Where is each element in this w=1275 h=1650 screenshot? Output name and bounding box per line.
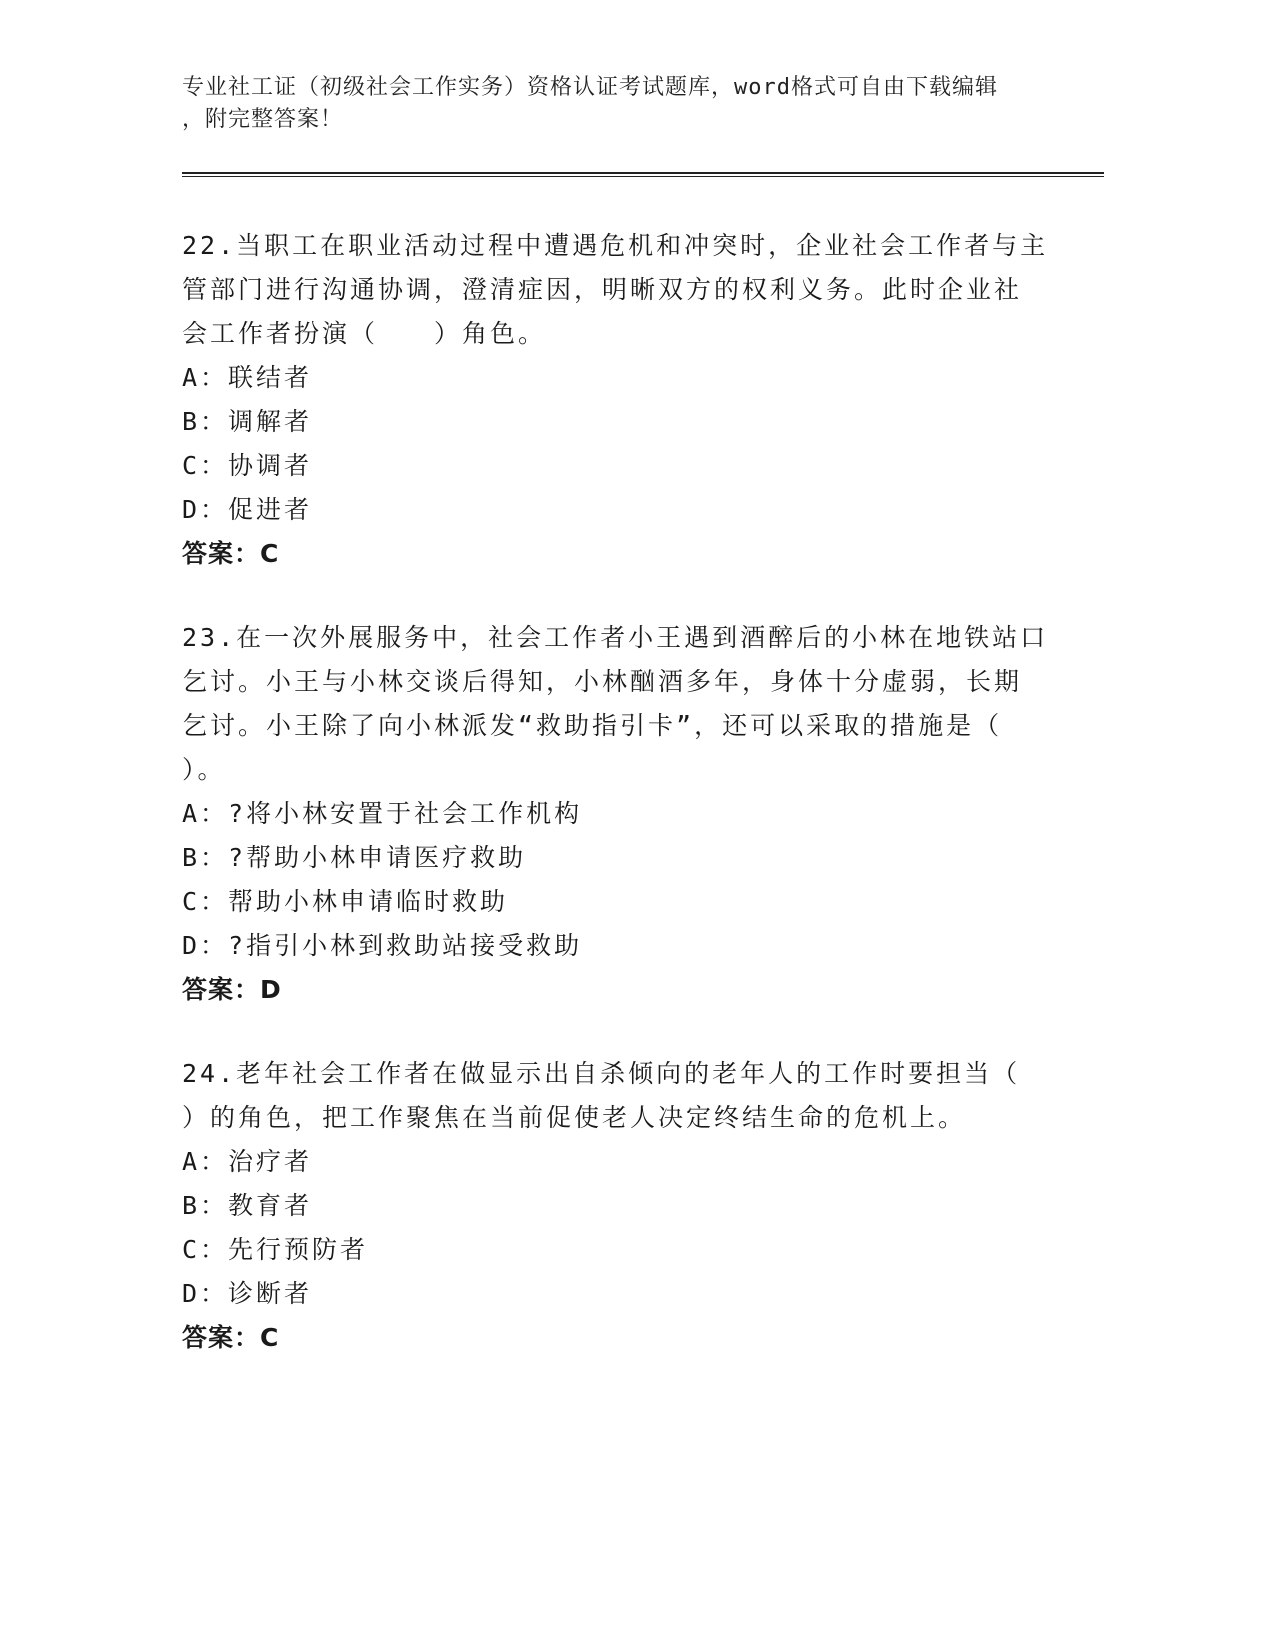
option-a: A：联结者 — [182, 363, 313, 392]
header-divider — [182, 172, 1104, 177]
option-c: C：帮助小林申请临时救助 — [182, 887, 509, 916]
stem-line: 乞讨。小王与小林交谈后得知，小林酗酒多年，身体十分虚弱，长期 — [182, 667, 1023, 696]
stem-line: 22.当职工在职业活动过程中遭遇危机和冲突时，企业社会工作者与主 — [182, 231, 1049, 260]
option-d: D：诊断者 — [182, 1279, 313, 1308]
stem-line: 管部门进行沟通协调，澄清症因，明晰双方的权利义务。此时企业社 — [182, 275, 1023, 304]
stem-line: ）的角色，把工作聚焦在当前促使老人决定终结生命的危机上。 — [182, 1103, 967, 1132]
option-d: D：?指引小林到救助站接受救助 — [182, 931, 583, 960]
option-a: A：?将小林安置于社会工作机构 — [182, 799, 583, 828]
header-line-1: 专业社工证（初级社会工作实务）资格认证考试题库，word格式可自由下载编辑 — [182, 75, 998, 100]
question-stem — [182, 616, 1049, 792]
stem-line: 会工作者扮演（ ）角色。 — [182, 319, 547, 348]
question-23 — [182, 616, 1049, 1012]
answer-line: 答案：D — [182, 975, 282, 1004]
option-c: C：协调者 — [182, 451, 313, 480]
stem-line: 23.在一次外展服务中，社会工作者小王遇到酒醉后的小林在地铁站口 — [182, 623, 1049, 652]
header-line-2: ，附完整答案！ — [182, 107, 344, 132]
answer-line: 答案：C — [182, 1323, 280, 1352]
document-header — [182, 72, 1042, 136]
question-stem — [182, 1052, 1042, 1140]
question-24 — [182, 1052, 1042, 1360]
stem-line: 乞讨。小王除了向小林派发“救助指引卡”，还可以采取的措施是（ — [182, 711, 1003, 740]
option-a: A：治疗者 — [182, 1147, 313, 1176]
stem-line: ）。 — [182, 755, 226, 784]
question-stem — [182, 224, 1049, 356]
option-c: C：先行预防者 — [182, 1235, 369, 1264]
option-b: B：?帮助小林申请医疗救助 — [182, 843, 527, 872]
question-22 — [182, 224, 1049, 576]
stem-line: 24.老年社会工作者在做显示出自杀倾向的老年人的工作时要担当（ — [182, 1059, 1021, 1088]
option-d: D：促进者 — [182, 495, 313, 524]
option-b: B：调解者 — [182, 407, 313, 436]
answer-line: 答案：C — [182, 539, 280, 568]
option-b: B：教育者 — [182, 1191, 313, 1220]
